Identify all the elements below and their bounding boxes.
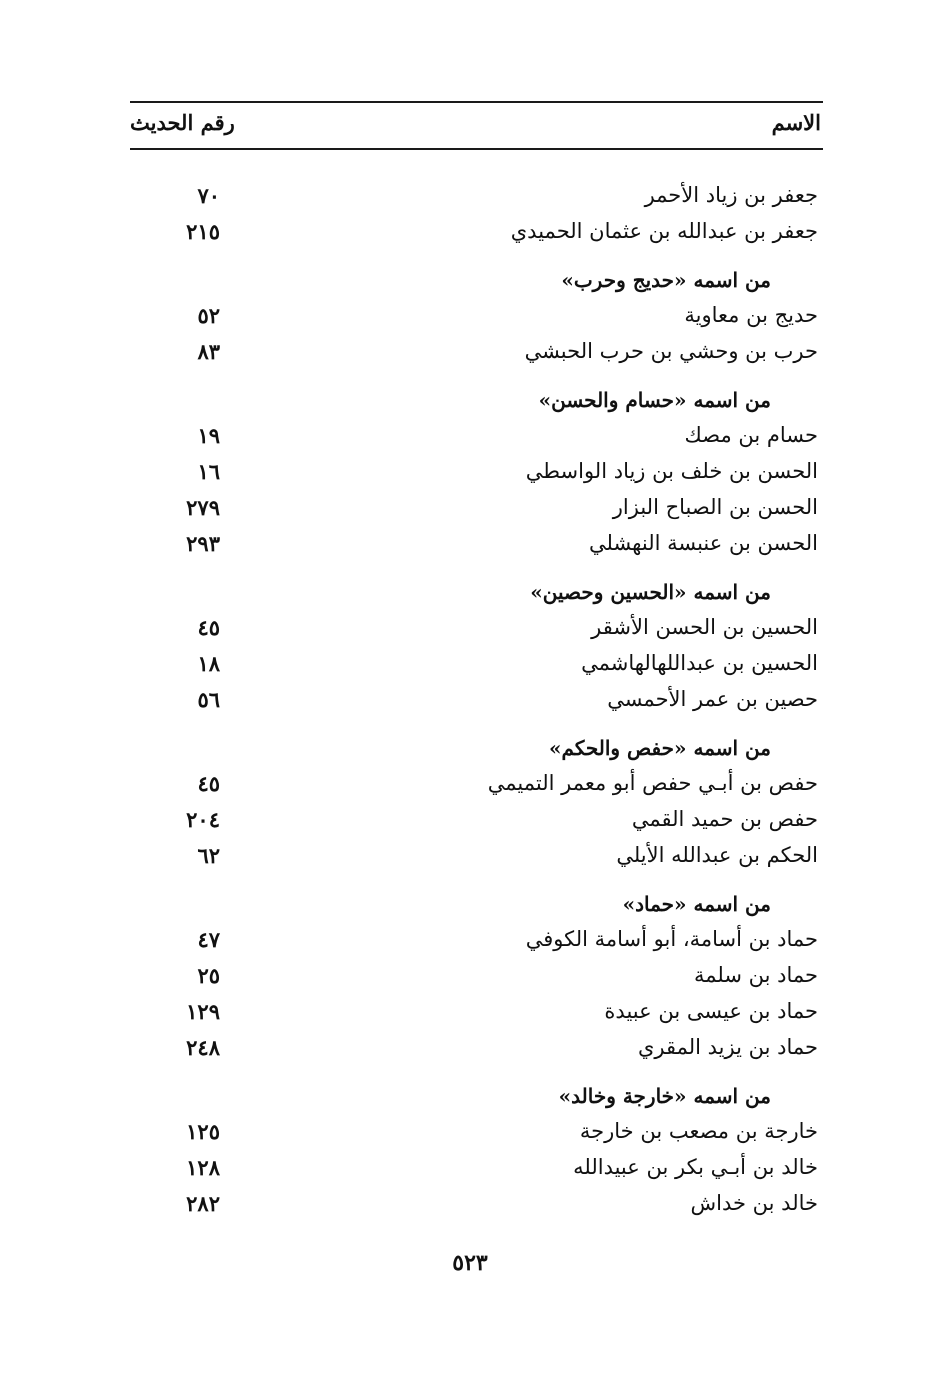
entry-name: الحسن بن عنبسة النهشلي	[588, 531, 818, 555]
index-entry	[130, 840, 823, 876]
entry-name: خالد بن خداش	[690, 1191, 818, 1215]
section-heading-label: من اسمه «حفص والحكم»	[549, 736, 771, 760]
entry-name: حماد بن عيسى بن عبيدة	[604, 999, 818, 1023]
index-entry	[130, 1188, 823, 1224]
index-entry	[130, 768, 823, 804]
section-heading	[130, 384, 823, 420]
index-entry	[130, 960, 823, 996]
section-heading	[130, 1080, 823, 1116]
entry-name: الحسن بن الصباح البزار	[612, 495, 818, 519]
hadith-number: ٢٠٤	[186, 807, 220, 832]
section-heading	[130, 264, 823, 300]
section-heading-label: من اسمه «خارجة وخالد»	[558, 1084, 771, 1108]
section-heading	[130, 732, 823, 768]
hadith-number: ٢٥	[197, 963, 220, 988]
index-entry	[130, 996, 823, 1032]
hadith-number: ٢٨٢	[186, 1191, 220, 1216]
index-entry	[130, 804, 823, 840]
page-number: ٥٢٣	[452, 1250, 488, 1276]
hadith-number: ٤٧	[197, 927, 220, 952]
index-entry	[130, 300, 823, 336]
section-heading-label: من اسمه «حديج وحرب»	[561, 268, 771, 292]
hadith-number: ١٨	[197, 651, 220, 676]
name-column-header: الاسم	[771, 110, 821, 135]
hadith-number: ٦٢	[197, 843, 220, 868]
entry-name: حماد بن سلمة	[693, 963, 818, 987]
entry-name: خالد بن أبـي بكر بن عبيدالله	[573, 1155, 818, 1179]
entry-name: حسام بن مصك	[684, 423, 818, 447]
index-entry	[130, 648, 823, 684]
entry-name: جعفر بن عبدالله بن عثمان الحميدي	[510, 219, 818, 243]
entry-name: حفص بن حميد القمي	[631, 807, 818, 831]
hadith-number: ١٢٥	[186, 1119, 220, 1144]
section-heading-label: من اسمه «حسام والحسن»	[538, 388, 771, 412]
hadith-number: ١٩	[197, 423, 220, 448]
index-entry	[130, 456, 823, 492]
entry-name: الحسين بن عبداللهالهاشمي	[581, 651, 818, 675]
hadith-number: ٢٤٨	[186, 1035, 220, 1060]
hadith-number: ٧٠	[197, 183, 220, 208]
table-header	[130, 110, 823, 144]
hadith-number: ١٦	[197, 459, 220, 484]
entry-name: حديج بن معاوية	[684, 303, 818, 327]
index-entry	[130, 420, 823, 456]
hadith-number: ٢١٥	[186, 219, 220, 244]
entry-name: خارجة بن مصعب بن خارجة	[579, 1119, 818, 1143]
entry-name: حرب بن وحشي بن حرب الحبشي	[524, 339, 818, 363]
entry-name: الحسين بن الحسن الأشقر	[591, 615, 818, 639]
section-heading-label: من اسمه «حماد»	[622, 892, 771, 916]
entry-name: الحسن بن خلف بن زياد الواسطي	[525, 459, 818, 483]
section-heading	[130, 576, 823, 612]
header-bottom-rule	[130, 148, 823, 150]
index-entry	[130, 216, 823, 252]
hadith-number: ٥٦	[197, 687, 220, 712]
hadith-number: ٤٥	[197, 771, 220, 796]
header-top-rule	[130, 101, 823, 103]
index-entry	[130, 1032, 823, 1068]
index-entry	[130, 612, 823, 648]
section-heading-label: من اسمه «الحسين وحصين»	[530, 580, 771, 604]
index-entry	[130, 924, 823, 960]
index-entry	[130, 180, 823, 216]
entry-name: حماد بن أسامة، أبو أسامة الكوفي	[525, 927, 818, 951]
hadith-number: ٢٧٩	[186, 495, 220, 520]
hadith-number: ١٢٩	[186, 999, 220, 1024]
hadith-number: ٥٢	[197, 303, 220, 328]
entry-name: حماد بن يزيد المقري	[637, 1035, 818, 1059]
entry-name: الحكم بن عبدالله الأيلي	[616, 843, 818, 867]
entry-name: جعفر بن زياد الأحمر	[644, 183, 818, 207]
entry-name: حصين بن عمر الأحمسي	[607, 687, 818, 711]
entry-name: حفص بن أبـي حفص أبو معمر التميمي	[487, 771, 818, 795]
index-entry	[130, 528, 823, 564]
number-column-header: رقم الحديث	[130, 110, 235, 135]
hadith-number: ٢٩٣	[186, 531, 220, 556]
index-entry	[130, 684, 823, 720]
index-entry	[130, 1152, 823, 1188]
hadith-number: ٨٣	[197, 339, 220, 364]
index-entry	[130, 1116, 823, 1152]
section-heading	[130, 888, 823, 924]
index-entry	[130, 336, 823, 372]
index-entry	[130, 492, 823, 528]
hadith-number: ٤٥	[197, 615, 220, 640]
index-list	[130, 180, 823, 1224]
hadith-number: ١٢٨	[186, 1155, 220, 1180]
